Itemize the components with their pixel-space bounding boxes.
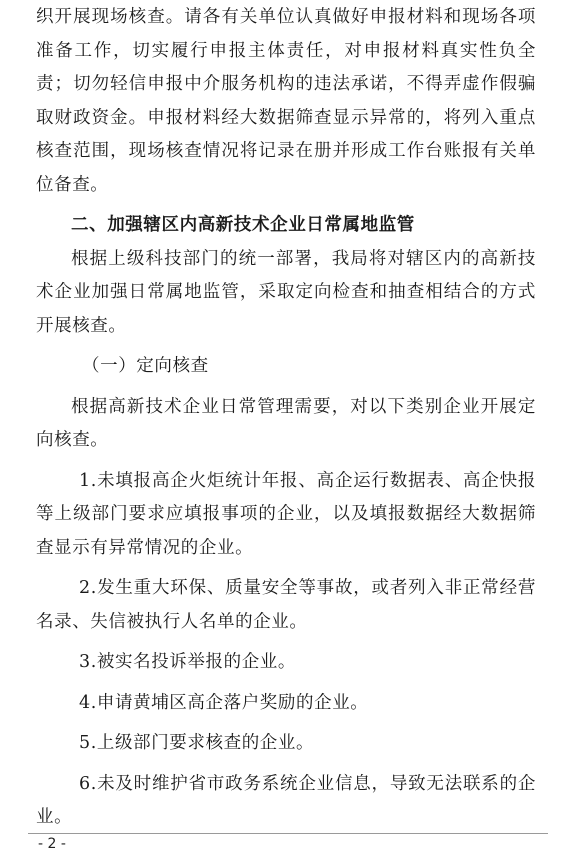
document-page	[36, 0, 536, 835]
list-item-3: 3.被实名投诉举报的企业。	[79, 652, 296, 672]
section-two-intro: 根据上级科技部门的统一部署，我局将对辖区内的高新技术企业加强日常属地监管，采取定向检查和抽查相结合的方式开展核查。	[36, 248, 536, 336]
list-item-1: 1.未填报高企火炬统计年报、高企运行数据表、高企快报等上级部门要求应填报事项的企业，以及填报数据经大数据筛查显示有异常情况的企业。	[36, 470, 536, 558]
spacer	[36, 565, 536, 572]
spacer	[36, 202, 536, 209]
section-two-heading: 二、加强辖区内高新技术企业日常属地监管	[71, 215, 415, 235]
spacer	[36, 384, 536, 391]
spacer	[36, 720, 536, 727]
subsection-one-heading: （一）定向核查	[82, 356, 209, 376]
spacer	[36, 639, 536, 646]
list-item-4: 4.申请黄埔区高企落户奖励的企业。	[79, 692, 369, 713]
footer-divider	[28, 833, 548, 834]
list-item-2: 2.发生重大环保、质量安全等事故，或者列入非正常经营名录、失信被执行人名单的企业。	[36, 578, 536, 632]
spacer	[36, 761, 536, 768]
spacer	[36, 458, 536, 465]
spacer	[36, 680, 536, 687]
page-number: - 2 -	[38, 836, 66, 852]
list-item-5: 5.上级部门要求核查的企业。	[79, 733, 315, 753]
continued-paragraph: 织开展现场核查。请各有关单位认真做好申报材料和现场各项准备工作，切实履行申报主体责任，对申报材料真实性负全责；切勿轻信申报中介服务机构的违法承诺，不得弄虚作假骗取财政资金。申报材料经大数据筛查显示异常的，将列入重点核查范围，现场核查情况将记录在册并形成工作台账报有关单位备查。	[36, 7, 536, 195]
spacer	[36, 343, 536, 350]
subsection-one-intro: 根据高新技术企业日常管理需要，对以下类别企业开展定向核查。	[36, 396, 536, 450]
list-item-6: 6.未及时维护省市政务系统企业信息，导致无法联系的企业。	[36, 773, 536, 827]
